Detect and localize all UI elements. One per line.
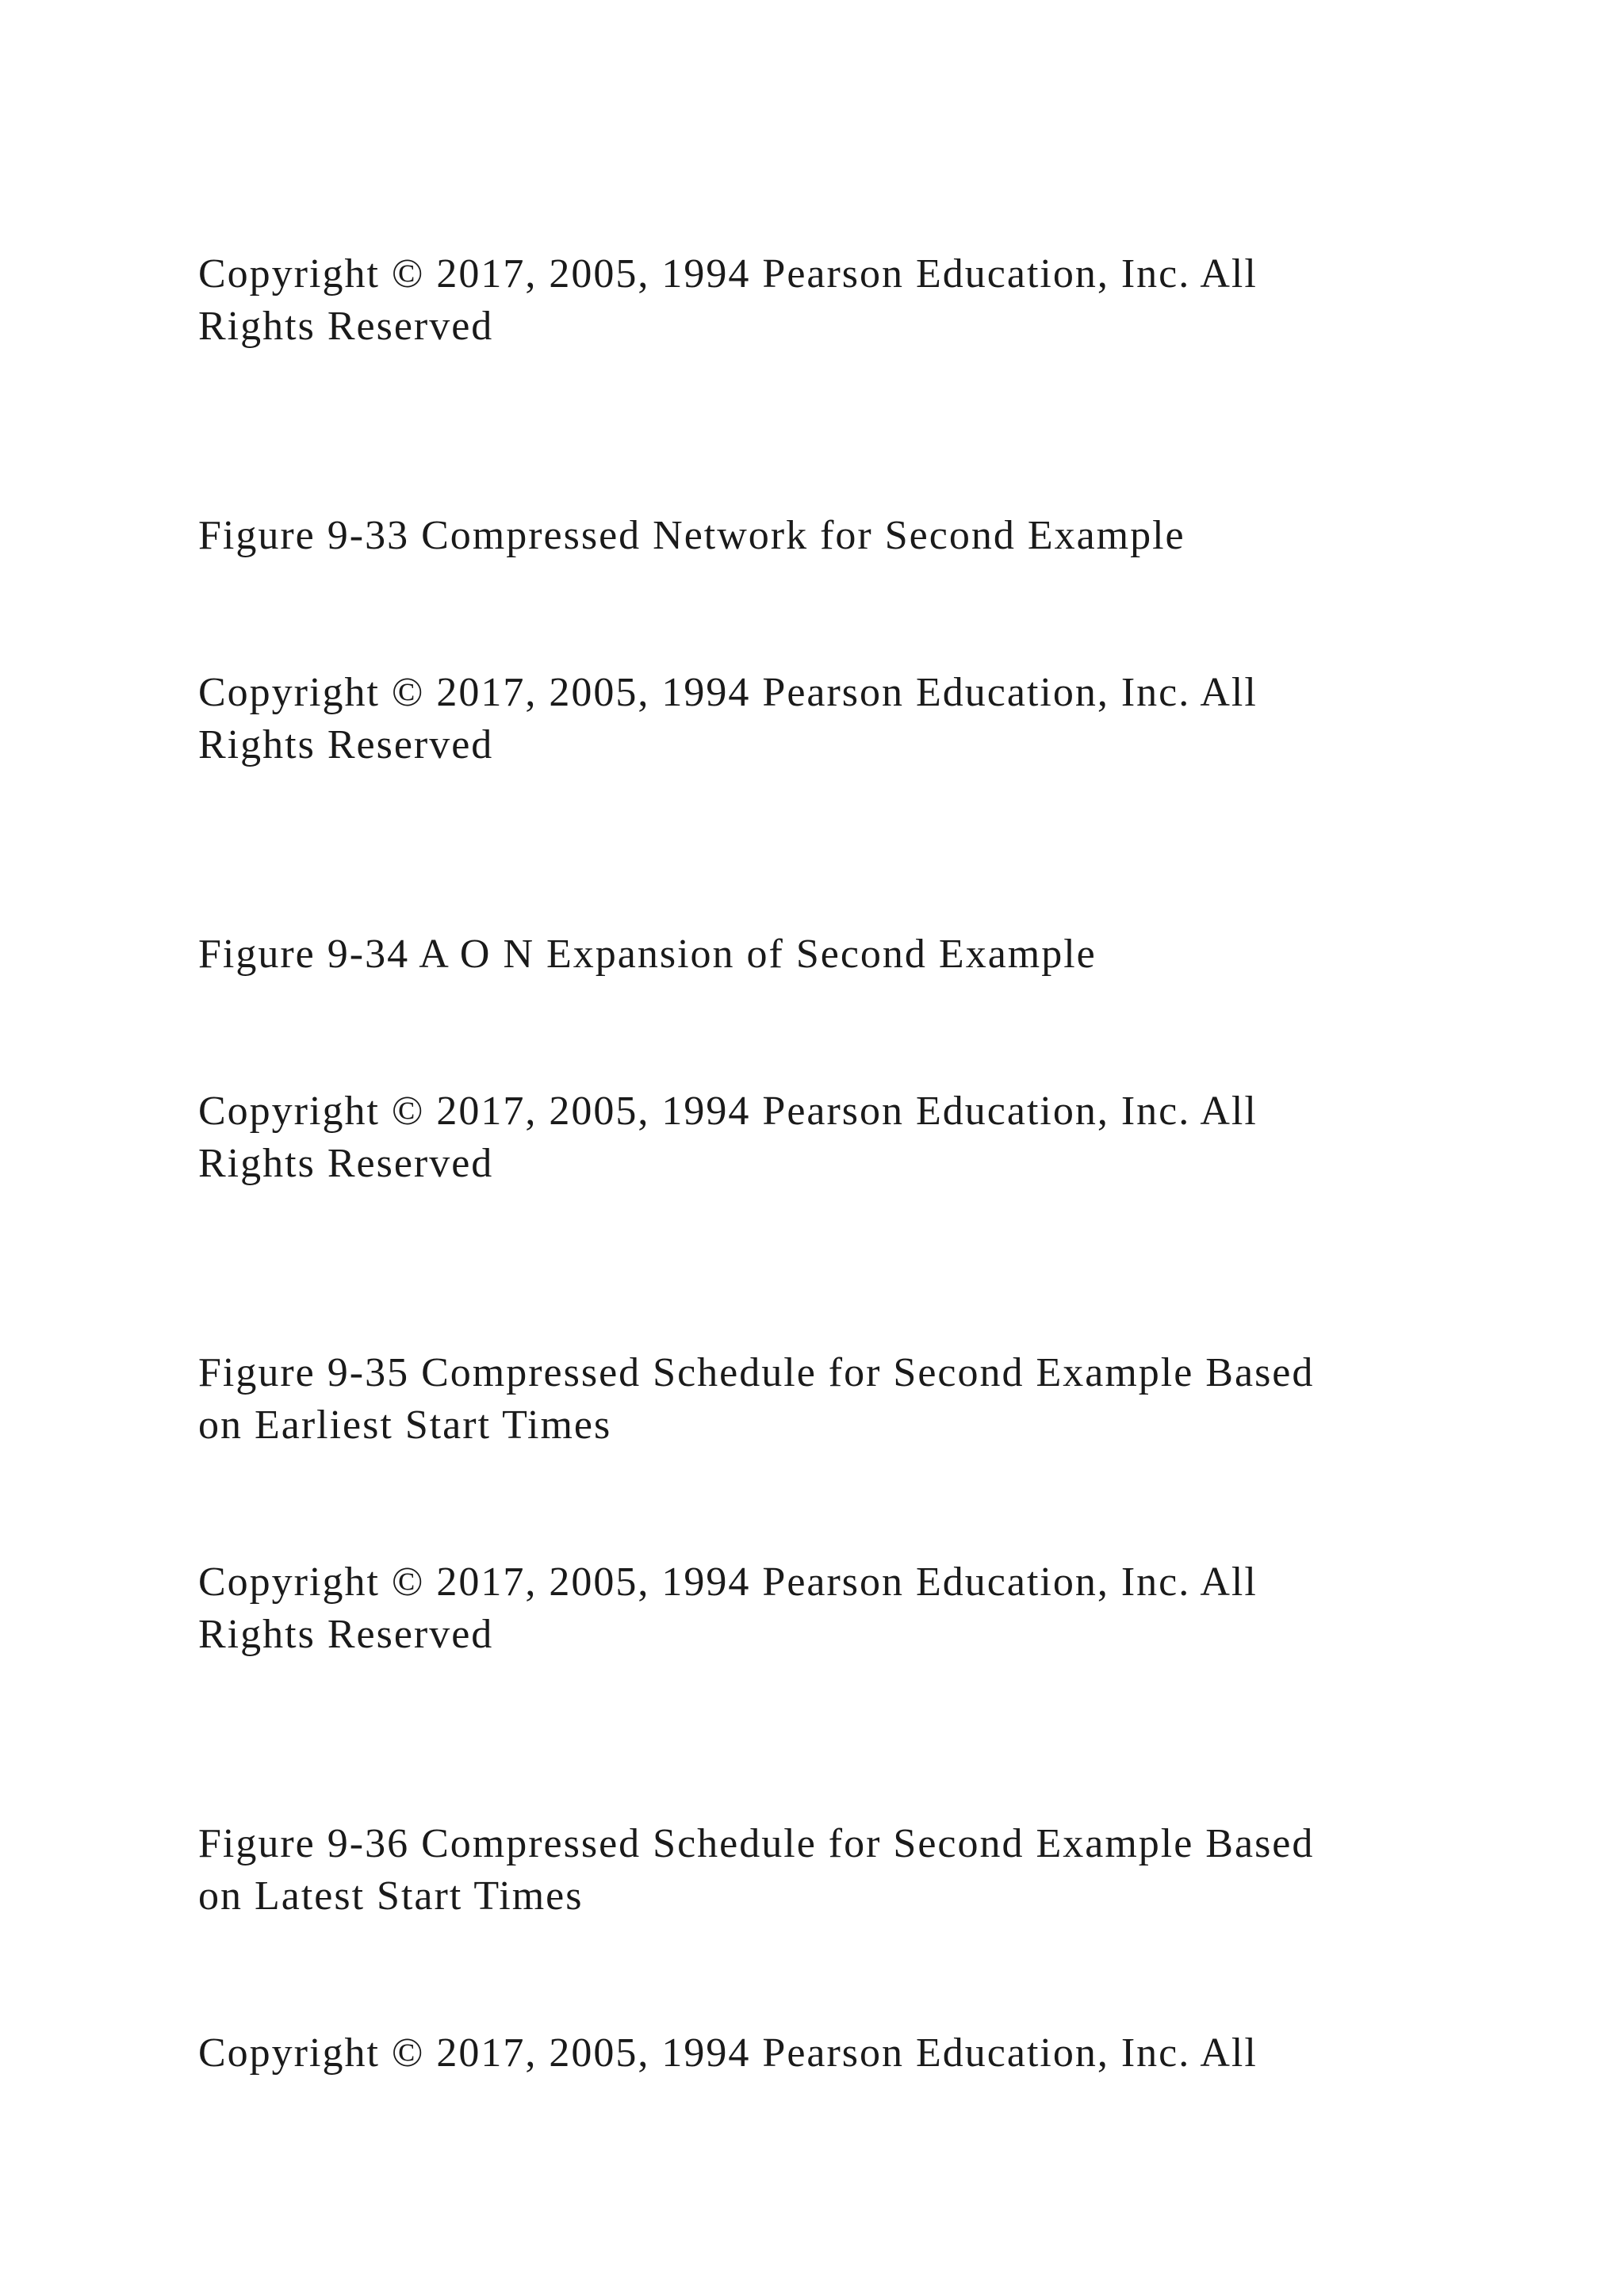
copyright-line: Rights Reserved xyxy=(198,1141,494,1186)
copyright-line: Copyright © 2017, 2005, 1994 Pearson Education, Inc. All xyxy=(198,670,1258,715)
copyright-line: Rights Reserved xyxy=(198,1612,494,1657)
figure-caption: on Latest Start Times xyxy=(198,1873,584,1919)
copyright-line: Copyright © 2017, 2005, 1994 Pearson Education, Inc. All xyxy=(198,1089,1258,1134)
figure-caption: on Earliest Start Times xyxy=(198,1402,612,1448)
figure-caption: Figure 9-33 Compressed Network for Second Example xyxy=(198,513,1185,558)
figure-caption: Figure 9-36 Compressed Schedule for Second Example Based xyxy=(198,1821,1315,1866)
copyright-line: Copyright © 2017, 2005, 1994 Pearson Education, Inc. All xyxy=(198,2030,1258,2076)
figure-caption: Figure 9-35 Compressed Schedule for Second Example Based xyxy=(198,1350,1315,1395)
copyright-line: Rights Reserved xyxy=(198,722,494,767)
copyright-line: Copyright © 2017, 2005, 1994 Pearson Education, Inc. All xyxy=(198,251,1258,297)
figure-caption: Figure 9-34 A O N Expansion of Second Example xyxy=(198,932,1097,977)
copyright-line: Copyright © 2017, 2005, 1994 Pearson Education, Inc. All xyxy=(198,1559,1258,1605)
copyright-line: Rights Reserved xyxy=(198,304,494,349)
